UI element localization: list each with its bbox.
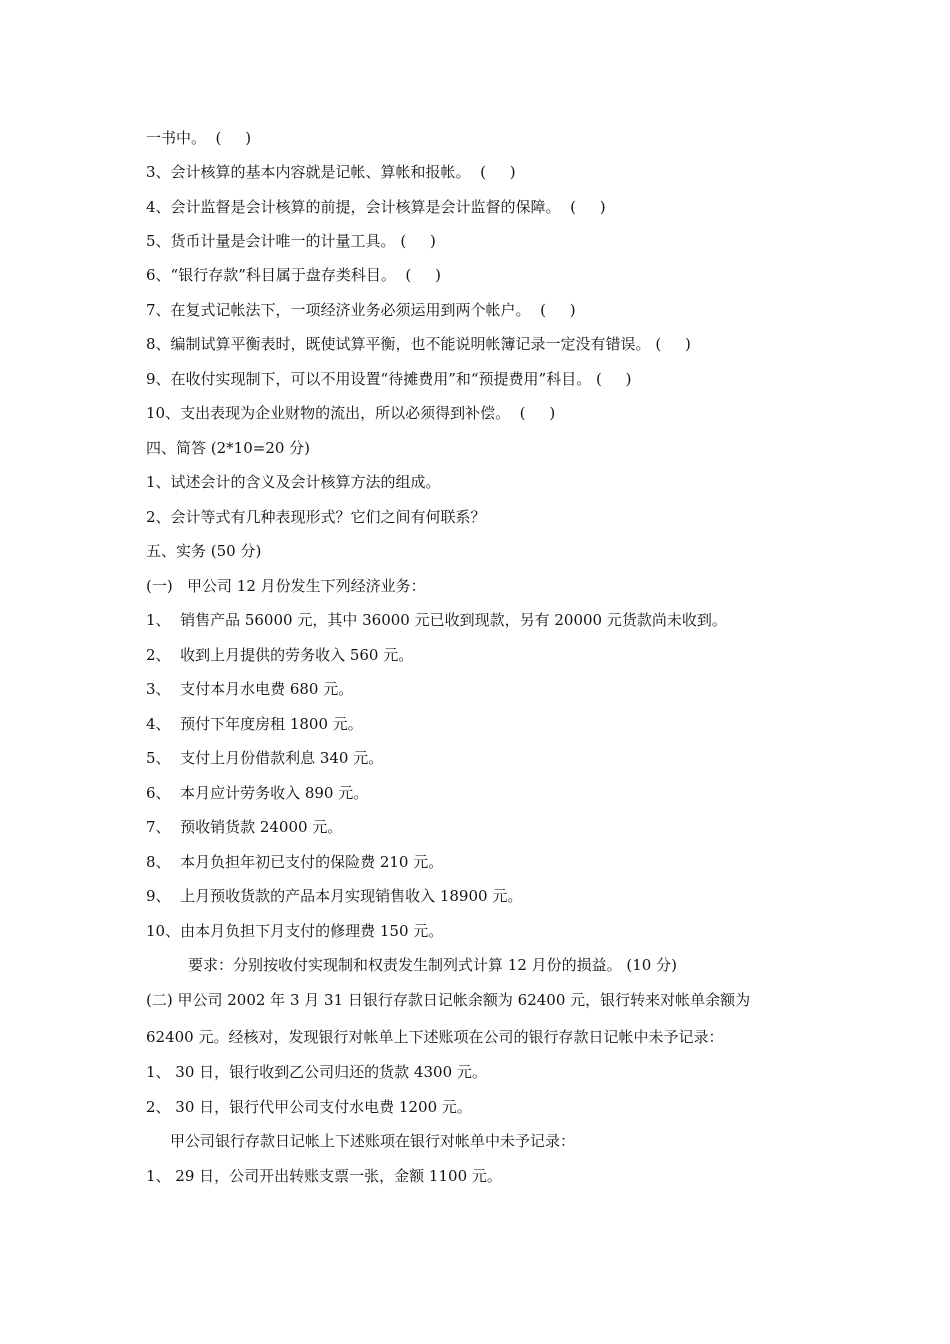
business-item: 7、 预收销货款 24000 元。 bbox=[146, 818, 343, 836]
judgement-item-3: 3、会计核算的基本内容就是记帐、算帐和报帐。 ( ) bbox=[146, 163, 516, 181]
business-item: 5、 支付上月份借款利息 340 元。 bbox=[146, 749, 384, 767]
business-item: 4、 预付下年度房租 1800 元。 bbox=[146, 715, 363, 733]
question-item: 2、会计等式有几种表现形式？它们之间有何联系？ bbox=[146, 508, 486, 526]
requirement-text: 要求：分别按收付实现制和权责发生制列式计算 12 月份的损益。 (10 分) bbox=[188, 956, 677, 974]
reconciliation-item: 2、 30 日，银行代甲公司支付水电费 1200 元。 bbox=[146, 1098, 472, 1116]
question-item: 1、试述会计的含义及会计核算方法的组成。 bbox=[146, 473, 441, 491]
reconciliation-item: 1、 29 日，公司开出转账支票一张，金额 1100 元。 bbox=[146, 1167, 502, 1185]
reconciliation-note: 甲公司银行存款日记帐上下述账项在银行对帐单中未予记录： bbox=[170, 1132, 576, 1150]
judgement-item-5: 5、货币计量是会计唯一的计量工具。 ( ) bbox=[146, 232, 436, 250]
text-line: 一书中。 ( ) bbox=[146, 129, 252, 147]
business-item: 2、 收到上月提供的劳务收入 560 元。 bbox=[146, 646, 414, 664]
judgement-item-9: 9、在收付实现制下，可以不用设置“待摊费用”和“预提费用”科目。 ( ) bbox=[146, 370, 632, 388]
business-item: 8、 本月负担年初已支付的保险费 210 元。 bbox=[146, 853, 444, 871]
subsection-paragraph-continued: 62400 元。经核对，发现银行对帐单上下述账项在公司的银行存款日记帐中未予记录： bbox=[146, 1028, 724, 1046]
subsection-paragraph: (二) 甲公司 2002 年 3 月 31 日银行存款日记帐余额为 62400 元，银行转来对帐单余额为 bbox=[146, 991, 751, 1009]
business-item: 9、 上月预收货款的产品本月实现销售收入 18900 元。 bbox=[146, 887, 523, 905]
section-heading-short-answer: 四、简答 (2*10=20 分) bbox=[146, 439, 311, 457]
section-heading-practice: 五、实务 (50 分) bbox=[146, 542, 262, 560]
judgement-item-10: 10、支出表现为企业财物的流出，所以必须得到补偿。 ( ) bbox=[146, 404, 556, 422]
judgement-item-7: 7、在复式记帐法下，一项经济业务必须运用到两个帐户。 ( ) bbox=[146, 301, 576, 319]
business-item: 6、 本月应计劳务收入 890 元。 bbox=[146, 784, 369, 802]
reconciliation-item: 1、 30 日，银行收到乙公司归还的货款 4300 元。 bbox=[146, 1063, 487, 1081]
judgement-item-8: 8、编制试算平衡表时，既使试算平衡，也不能说明帐簿记录一定没有错误。 ( ) bbox=[146, 335, 691, 353]
business-item: 1、 销售产品 56000 元，其中 36000 元已收到现款，另有 20000 元货款尚未收到。 bbox=[146, 611, 727, 629]
business-item: 3、 支付本月水电费 680 元。 bbox=[146, 680, 354, 698]
subsection-heading: (一) 甲公司 12 月份发生下列经济业务： bbox=[146, 577, 426, 595]
judgement-item-6: 6、“银行存款”科目属于盘存类科目。 ( ) bbox=[146, 266, 441, 284]
business-item: 10、由本月负担下月支付的修理费 150 元。 bbox=[146, 922, 444, 940]
judgement-item-4: 4、会计监督是会计核算的前提，会计核算是会计监督的保障。 ( ) bbox=[146, 198, 606, 216]
